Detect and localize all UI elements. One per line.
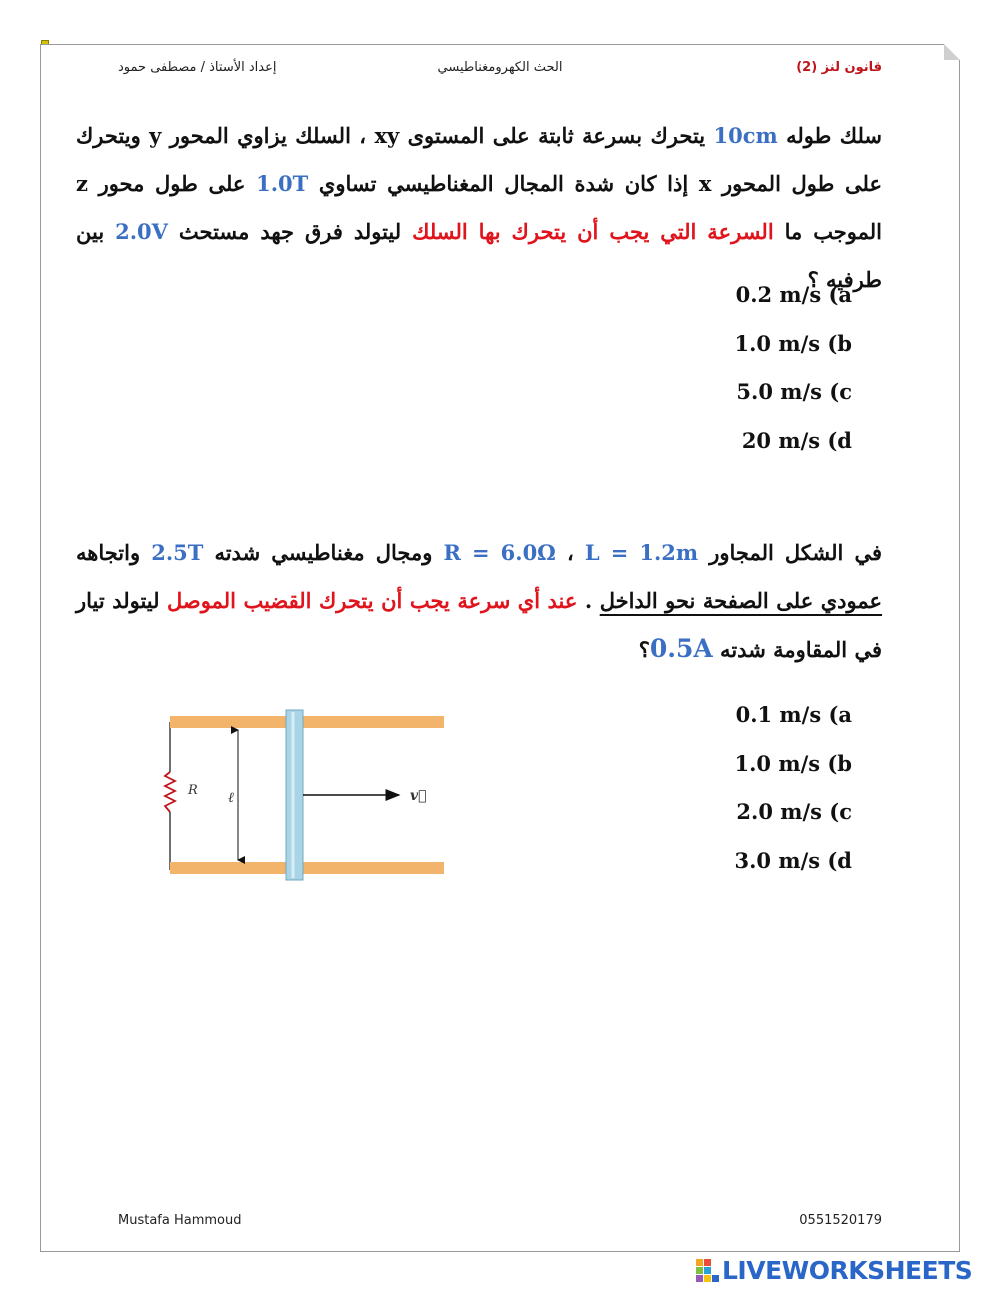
lesson-title: قانون لنز (2) [796,60,882,75]
liveworksheets-wordmark: LIVEWORKSHEETS [722,1256,973,1285]
page-fold [944,44,960,60]
q1-length-value: 10cm [713,123,778,148]
q2-text-part: ومجال مغناطيسي شدته [203,540,444,565]
q2-highlight: عند أي سرعة يجب أن يتحرك القضيب الموصل [167,588,578,613]
teacher-credit: إعداد الأستاذ / مصطفى حمود [118,60,277,75]
q2-resistance-value: R = 6.0Ω [443,540,556,565]
q1-option-a[interactable]: 0.2 m/s (a [735,282,852,307]
top-rail [170,716,444,728]
q2-text-part: في الشكل المجاور [698,540,882,565]
q1-field-value: 1.0T [256,171,309,196]
q2-length-value: L = 1.2m [584,540,699,565]
q2-text-part: ؟ [638,637,650,662]
q1-text-part: بين طرفيه ؟ [76,219,882,292]
q2-text-part: . [577,588,600,613]
q2-option-d[interactable]: 3.0 m/s (d [734,847,852,873]
q2-text-part: ، [555,540,585,565]
liveworksheets-logo[interactable] [696,1254,996,1288]
q1-text-part: يتحرك بسرعة ثابتة على المستوى xy ، السلك يزاوي المحور y ويتحرك على طول المحور x إذا كان شدة المجال المغناطيسي تساوي [76,123,882,196]
q1-option-d[interactable]: 20 m/s (d [741,427,852,453]
footer-phone: 0551520179 [799,1213,882,1228]
unit-title: الحث الكهرومغناطيسي [437,60,563,75]
bottom-rail [170,862,444,874]
circuit-figure [152,706,452,886]
q1-highlight: السرعة التي يجب أن يتحرك بها السلك [412,219,774,244]
q1-voltage-value: 2.0V [115,219,168,244]
q2-text-part: ليتولد تيار في المقاومة شدته [76,588,882,662]
q1-option-c[interactable]: 5.0 m/s (c [736,379,852,404]
question-2-options [735,691,853,885]
q2-current-value: 0.5A [649,634,713,663]
q2-field-value: 2.5T [151,540,204,565]
question-2-text [76,529,882,674]
footer-author: Mustafa Hammoud [118,1213,242,1228]
q1-text-part: ليتولد فرق جهد مستحث [167,219,413,244]
liveworksheets-icon [696,1259,720,1283]
q2-option-c[interactable]: 2.0 m/s (c [736,799,852,824]
velocity-label: v⃗ [410,788,427,804]
length-label: ℓ [228,790,234,806]
q2-text-part: واتجاهه [76,540,152,565]
q1-text-part: سلك طوله [777,123,882,148]
q2-option-a[interactable]: 0.1 m/s (a [735,702,852,727]
question-1-options [735,271,853,465]
q2-option-b[interactable]: 1.0 m/s (b [734,750,852,776]
q2-direction-underlined: عمودي على الصفحة نحو الداخل [599,588,883,613]
q1-option-b[interactable]: 1.0 m/s (b [734,330,852,356]
q1-text-part: على طول محور z الموجب ما [76,171,883,244]
resistor-label: R [188,783,198,798]
